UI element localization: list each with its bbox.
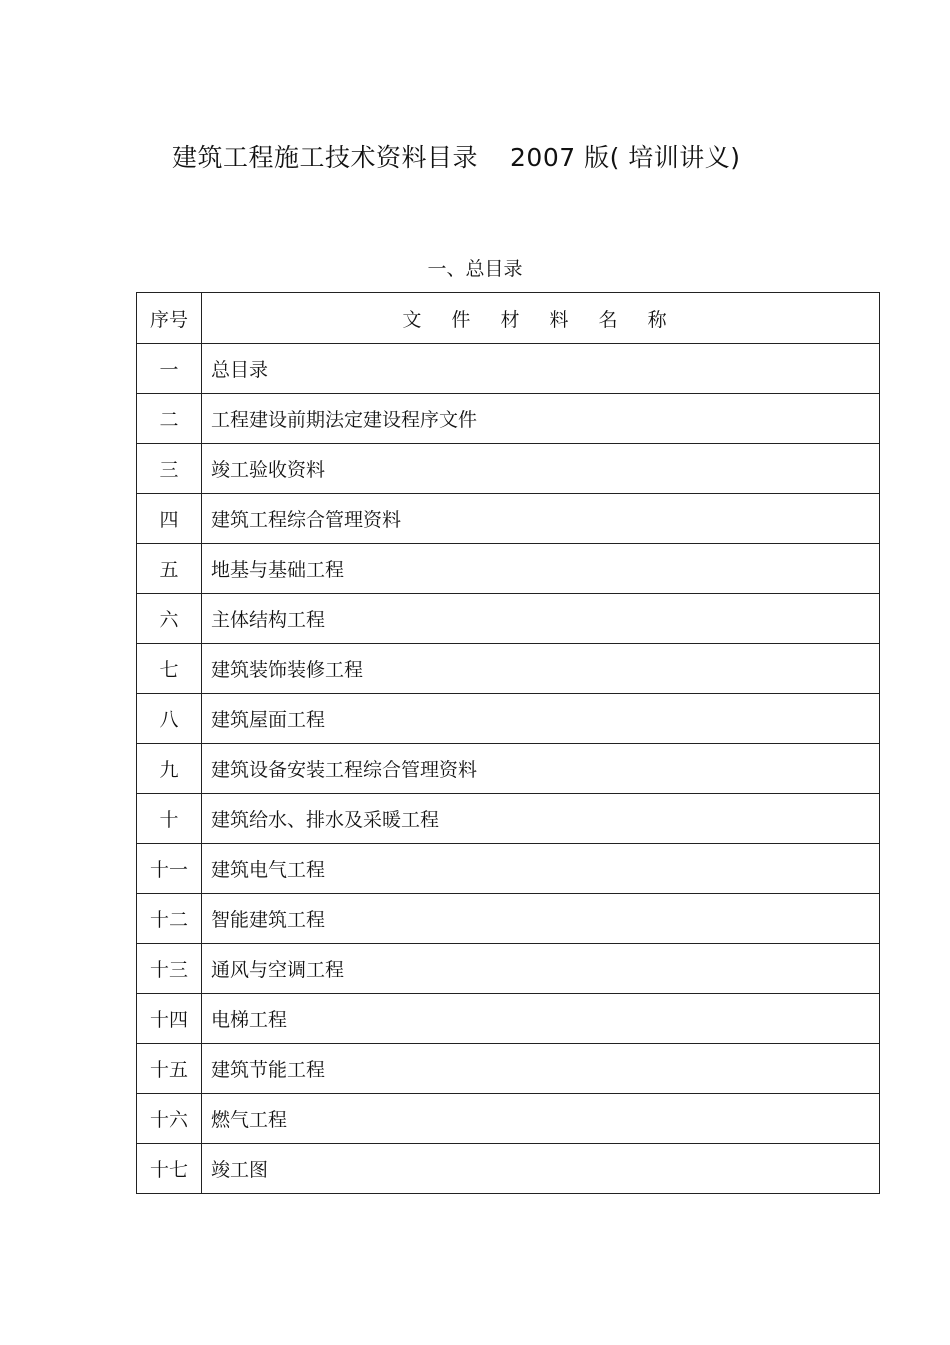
table-row bbox=[137, 344, 880, 394]
table-row bbox=[137, 644, 880, 694]
toc-table bbox=[136, 292, 880, 1194]
table-row bbox=[137, 444, 880, 494]
page-title bbox=[172, 138, 741, 174]
row-index: 二 bbox=[137, 394, 202, 444]
row-name: 建筑工程综合管理资料 bbox=[202, 494, 880, 544]
row-name: 总目录 bbox=[202, 344, 880, 394]
row-name: 燃气工程 bbox=[202, 1094, 880, 1144]
row-name: 建筑设备安装工程综合管理资料 bbox=[202, 744, 880, 794]
row-index: 十一 bbox=[137, 844, 202, 894]
table-row bbox=[137, 494, 880, 544]
row-index: 六 bbox=[137, 594, 202, 644]
row-index: 五 bbox=[137, 544, 202, 594]
table-row bbox=[137, 1094, 880, 1144]
row-name: 建筑给水、排水及采暖工程 bbox=[202, 794, 880, 844]
row-name: 智能建筑工程 bbox=[202, 894, 880, 944]
row-name: 建筑屋面工程 bbox=[202, 694, 880, 744]
row-name: 通风与空调工程 bbox=[202, 944, 880, 994]
row-index: 十 bbox=[137, 794, 202, 844]
row-name: 建筑电气工程 bbox=[202, 844, 880, 894]
table-row bbox=[137, 994, 880, 1044]
row-index: 一 bbox=[137, 344, 202, 394]
row-name: 建筑装饰装修工程 bbox=[202, 644, 880, 694]
header-index: 序号 bbox=[137, 293, 202, 344]
table-row bbox=[137, 794, 880, 844]
row-index: 八 bbox=[137, 694, 202, 744]
toc-table-body bbox=[137, 293, 880, 1194]
row-index: 十五 bbox=[137, 1044, 202, 1094]
table-row bbox=[137, 744, 880, 794]
row-name: 竣工图 bbox=[202, 1144, 880, 1194]
page-title-version: 2007 版( 培训讲义) bbox=[510, 143, 741, 172]
row-index: 九 bbox=[137, 744, 202, 794]
row-name: 电梯工程 bbox=[202, 994, 880, 1044]
row-name: 工程建设前期法定建设程序文件 bbox=[202, 394, 880, 444]
row-index: 十三 bbox=[137, 944, 202, 994]
header-name: 文 件 材 料 名 称 bbox=[202, 293, 880, 344]
page-title-main: 建筑工程施工技术资料目录 bbox=[172, 143, 479, 172]
row-name: 竣工验收资料 bbox=[202, 444, 880, 494]
row-index: 十七 bbox=[137, 1144, 202, 1194]
table-row bbox=[137, 944, 880, 994]
table-row bbox=[137, 1144, 880, 1194]
table-row bbox=[137, 544, 880, 594]
table-row bbox=[137, 594, 880, 644]
row-name: 地基与基础工程 bbox=[202, 544, 880, 594]
section-title: 一、总目录 bbox=[427, 258, 523, 280]
row-index: 十二 bbox=[137, 894, 202, 944]
table-row bbox=[137, 694, 880, 744]
row-index: 七 bbox=[137, 644, 202, 694]
table-row bbox=[137, 1044, 880, 1094]
row-name: 建筑节能工程 bbox=[202, 1044, 880, 1094]
row-index: 十四 bbox=[137, 994, 202, 1044]
row-index: 三 bbox=[137, 444, 202, 494]
row-name: 主体结构工程 bbox=[202, 594, 880, 644]
row-index: 十六 bbox=[137, 1094, 202, 1144]
row-index: 四 bbox=[137, 494, 202, 544]
table-row bbox=[137, 394, 880, 444]
table-row bbox=[137, 844, 880, 894]
table-header-row bbox=[137, 293, 880, 344]
table-row bbox=[137, 894, 880, 944]
